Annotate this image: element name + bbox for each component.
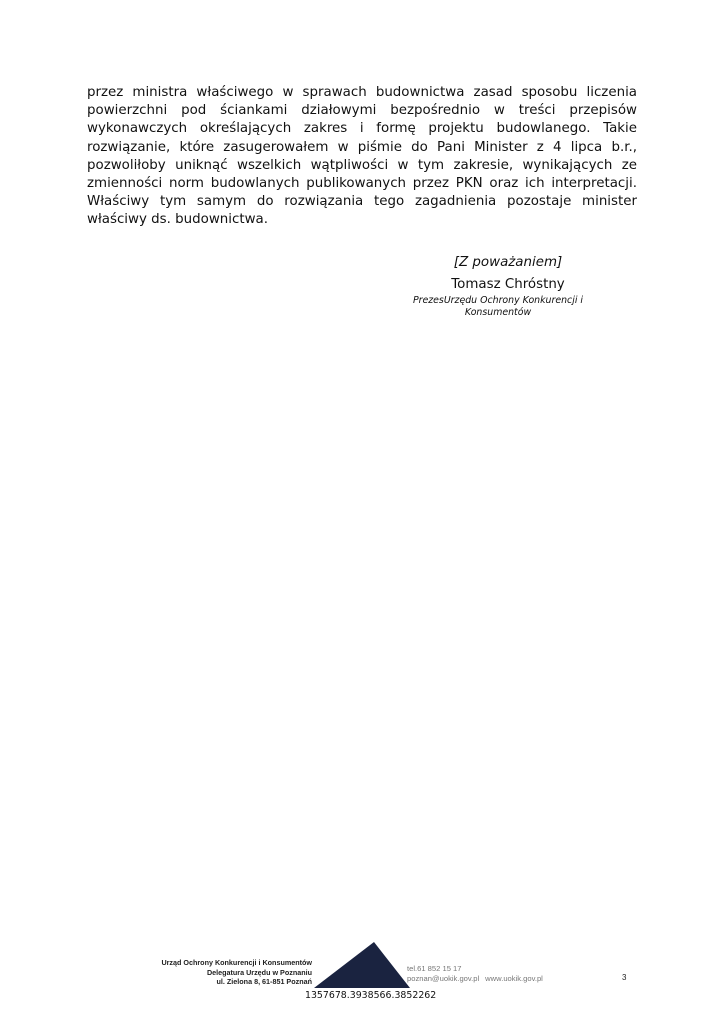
footer-delegation: Delegatura Urzędu w Poznaniu <box>206 967 312 977</box>
closing-block <box>380 254 616 319</box>
footer-organization <box>120 958 312 987</box>
document-id: 1357678.3938566.3852262 <box>305 990 437 1001</box>
footer-address: ul. Zielona 8, 61-851 Poznań <box>216 977 312 986</box>
letter-body-paragraph: przez ministra właściwego w sprawach budownictwa zasad sposobu liczenia powierzchni pod ściankami działowymi bezpośrednio w treści przepisów wykonawczych określających zakres i formę projektu budowlanego. Takie rozwiązanie, które zasugerowałem w piśmie do Pani Minister z 4 lipca b.r., pozwoliłoby uniknąć wszelkich wątpliwości w tym zakresie, wynikających ze zmienności norm budowlanych publikowanych przez PKN oraz ich interpretacji. Właściwy tym samym do rozwiązania tego zagadnienia pozostaje minister właściwy ds. budownictwa. <box>87 85 637 228</box>
footer-website[interactable]: www.uokik.gov.pl <box>485 974 543 983</box>
footer-email[interactable]: poznan@uokik.gov.pl <box>407 974 480 983</box>
footer-org-name: Urząd Ochrony Konkurencji i Konsumentów <box>161 958 312 967</box>
closing-greeting: [Z poważaniem] <box>453 255 563 270</box>
page-number: 3 <box>622 973 627 982</box>
footer-contact <box>407 964 543 984</box>
uokik-logo-triangle <box>314 942 410 988</box>
signer-title: PrezesUrzędu Ochrony Konkurencji i Konsumentów <box>412 295 584 318</box>
signer-name: Tomasz Chróstny <box>451 277 565 292</box>
footer-phone: tel.61 852 15 17 <box>407 964 462 973</box>
